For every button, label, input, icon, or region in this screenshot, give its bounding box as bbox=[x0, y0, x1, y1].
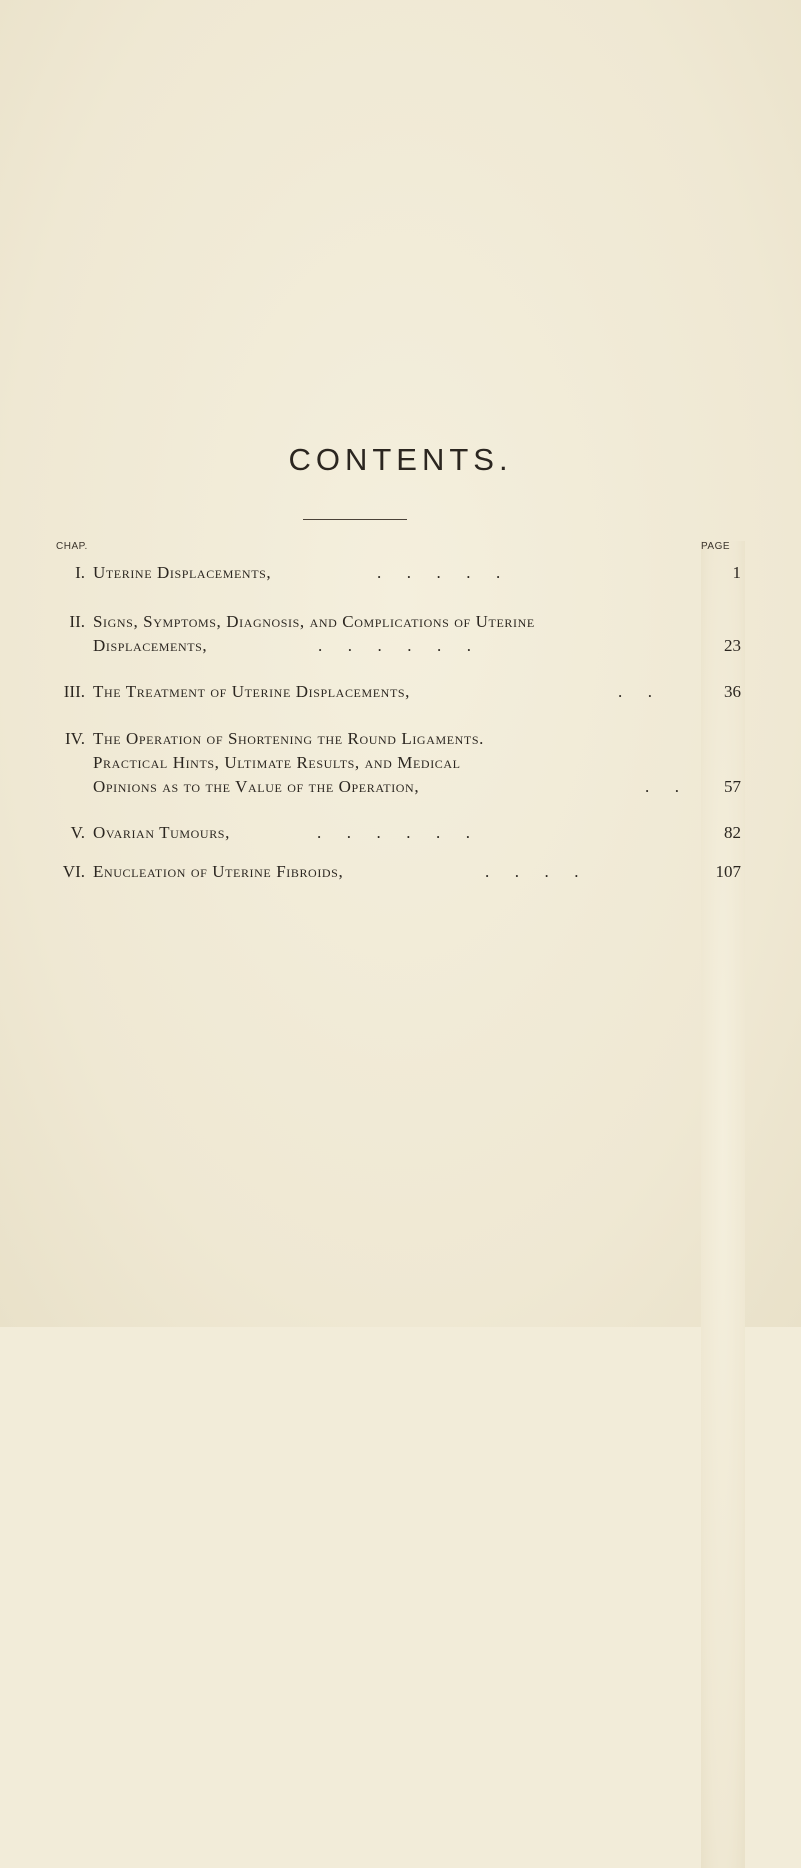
toc-line bbox=[55, 860, 745, 884]
chapter-number: IV. bbox=[65, 729, 85, 748]
toc-entry-3 bbox=[55, 680, 745, 704]
title-rule bbox=[303, 519, 407, 520]
page-number: 82 bbox=[724, 823, 741, 842]
chapter-title: Enucleation of Uterine Fibroids, bbox=[93, 862, 344, 881]
toc-entry-2 bbox=[55, 610, 745, 658]
chapter-number: III. bbox=[63, 682, 85, 701]
contents-title: CONTENTS. bbox=[288, 442, 513, 477]
page-number: 57 bbox=[724, 777, 741, 796]
dot-leader: . . bbox=[618, 682, 652, 701]
chapter-number: V. bbox=[70, 823, 85, 842]
toc-entry-1 bbox=[55, 561, 745, 585]
toc-entry-6 bbox=[55, 860, 745, 884]
toc-line bbox=[55, 727, 745, 751]
page-column-label: PAGE bbox=[701, 541, 745, 1868]
toc-line bbox=[55, 561, 745, 585]
chapter-title: The Treatment of Uterine Displacements, bbox=[93, 682, 410, 701]
toc-line bbox=[55, 775, 745, 799]
dot-leader: . . . . . . bbox=[317, 823, 470, 842]
chapter-title: Ovarian Tumours, bbox=[93, 823, 230, 842]
toc-entry-5 bbox=[55, 821, 745, 845]
toc-entry-4 bbox=[55, 727, 745, 799]
page-number: 23 bbox=[724, 636, 741, 655]
chapter-number: II. bbox=[69, 612, 85, 631]
dot-leader: . . . . . . bbox=[318, 636, 471, 655]
toc-line bbox=[55, 680, 745, 704]
dot-leader: . . . . . bbox=[377, 563, 501, 582]
chapter-title: Uterine Displacements, bbox=[93, 563, 272, 582]
chapter-title-continued: Displacements, bbox=[93, 636, 208, 655]
toc-line bbox=[55, 610, 745, 634]
toc-line bbox=[55, 634, 745, 658]
chapter-title-continued: Practical Hints, Ultimate Results, and Medical bbox=[93, 753, 461, 772]
chapter-title: Signs, Symptoms, Diagnosis, and Complications of Uterine bbox=[93, 612, 535, 631]
chapter-title-continued: Opinions as to the Value of the Operation, bbox=[93, 777, 420, 796]
chapter-column-label: CHAP. bbox=[56, 541, 88, 552]
chapter-title: The Operation of Shortening the Round Ligaments. bbox=[93, 729, 484, 748]
toc-line bbox=[55, 821, 745, 845]
dot-leader: . . bbox=[645, 777, 679, 796]
chapter-number: I. bbox=[75, 563, 85, 582]
page-number: 36 bbox=[724, 682, 741, 701]
page-number: 107 bbox=[715, 862, 741, 881]
dot-leader: . . . . bbox=[485, 862, 579, 881]
page-number: 1 bbox=[732, 563, 741, 582]
chapter-number: VI. bbox=[62, 862, 85, 881]
toc-line bbox=[55, 751, 745, 775]
